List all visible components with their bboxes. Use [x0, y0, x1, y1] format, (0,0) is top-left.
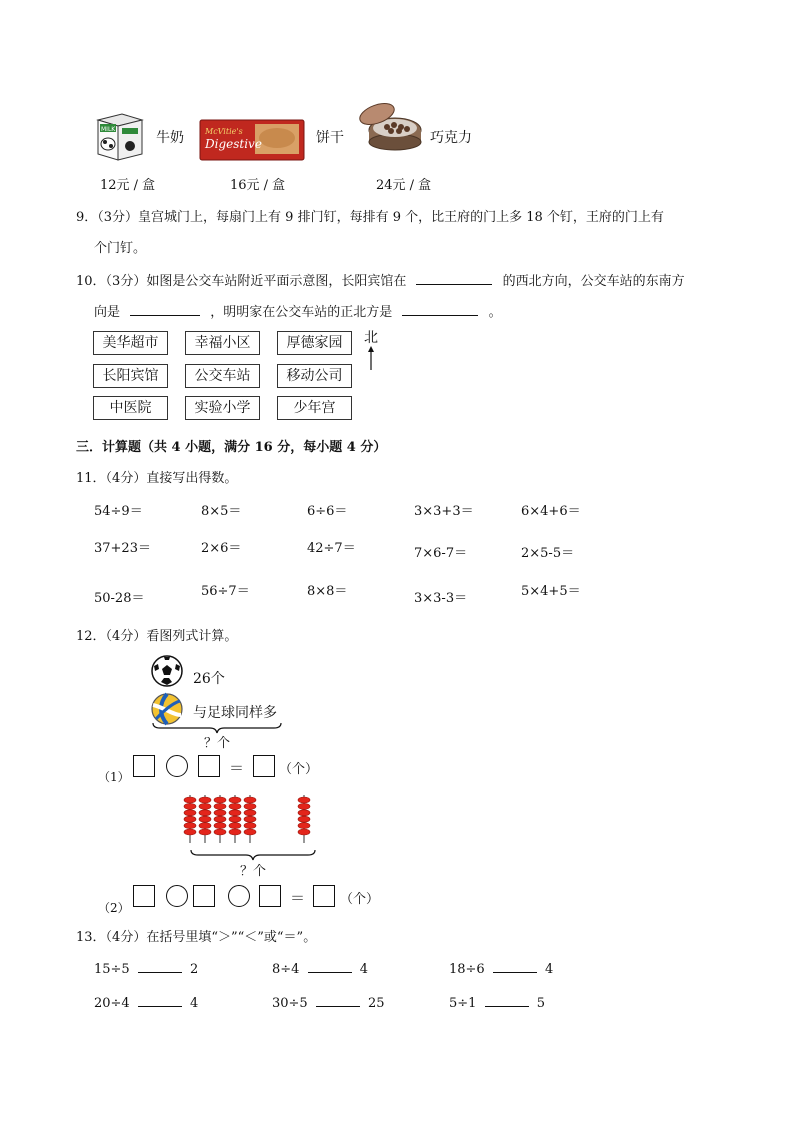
- q10-text-c: 向是: [94, 305, 121, 320]
- abacus-bead: [229, 816, 241, 822]
- abacus-bead: [199, 803, 211, 809]
- abacus-bead: [244, 797, 256, 803]
- product-price: 16元 / 盒: [230, 178, 286, 193]
- abacus-bead: [298, 823, 310, 829]
- abacus-bead: [244, 803, 256, 809]
- abacus-bead: [229, 803, 241, 809]
- map-cell: 移动公司: [277, 364, 352, 388]
- calc-item: 37+23＝: [94, 541, 151, 556]
- compare-item: 20÷4 4: [94, 996, 199, 1011]
- abacus-bead: [184, 823, 196, 829]
- abacus-bead: [244, 823, 256, 829]
- abacus-bead: [199, 829, 211, 835]
- abacus-bead: [244, 810, 256, 816]
- q10-line1: [76, 270, 685, 289]
- q10-line2: [94, 301, 502, 320]
- abacus-bead: [199, 816, 211, 822]
- answer-box[interactable]: [133, 885, 155, 907]
- soccer-count: 26个: [193, 671, 225, 687]
- abacus-bead: [244, 816, 256, 822]
- part-label: （1）: [98, 770, 130, 784]
- answer-blank[interactable]: [402, 303, 478, 316]
- q13-title: 13．（4分）在括号里填“＞”“＜”或“＝”。: [76, 930, 317, 945]
- answer-blank[interactable]: [130, 303, 200, 316]
- answer-blank[interactable]: [138, 994, 182, 1007]
- answer-box[interactable]: [198, 755, 220, 777]
- volleyball-icon: [151, 693, 183, 725]
- part-label: （2）: [98, 901, 130, 915]
- q9-line2: 个门钉。: [94, 241, 147, 256]
- calc-item: 6×4+6＝: [521, 504, 581, 519]
- calc-item: 54÷9＝: [94, 504, 143, 519]
- map-cell: 长阳宾馆: [93, 364, 168, 388]
- q10-text-d: ，明明家在公交车站的正北方是: [210, 305, 393, 320]
- compare-item: 18÷6 4: [449, 962, 554, 977]
- question-count: ？个: [204, 736, 231, 751]
- biscuit-box-icon: [199, 116, 307, 162]
- map-cell: 中医院: [93, 396, 168, 420]
- abacus-bead: [298, 816, 310, 822]
- abacus-bead: [229, 823, 241, 829]
- milk-carton-icon: [92, 108, 148, 162]
- abacus-bead: [184, 797, 196, 803]
- answer-box[interactable]: [253, 755, 275, 777]
- abacus-bead: [184, 810, 196, 816]
- section-heading: 三．计算题（共 4 小题，满分 16 分，每小题 4 分）: [76, 440, 387, 455]
- answer-box[interactable]: [133, 755, 155, 777]
- compare-item: 5÷1 5: [449, 996, 545, 1011]
- chocolate-box-icon: [355, 100, 423, 152]
- answer-blank[interactable]: [485, 994, 529, 1007]
- calc-item: 50-28＝: [94, 591, 145, 606]
- answer-box[interactable]: [259, 885, 281, 907]
- answer-blank[interactable]: [416, 272, 492, 285]
- answer-box[interactable]: [313, 885, 335, 907]
- volleyball-note: 与足球同样多: [193, 705, 277, 721]
- calc-item: 56÷7＝: [201, 584, 250, 599]
- abacus-bead: [214, 803, 226, 809]
- operator-circle[interactable]: [166, 885, 188, 907]
- q12-title: 12．（4分）看图列式计算。: [76, 629, 238, 644]
- calc-item: 7×6-7＝: [414, 546, 468, 561]
- abacus-bead: [214, 823, 226, 829]
- equals-sign: ＝: [229, 759, 245, 777]
- q10-text-b: 的西北方向，公交车站的东南方: [502, 274, 685, 289]
- abacus-bead: [199, 823, 211, 829]
- answer-box[interactable]: [193, 885, 215, 907]
- abacus-bead: [298, 810, 310, 816]
- abacus-bead: [184, 829, 196, 835]
- product-name: 饼干: [316, 130, 344, 146]
- q10-text-e: 。: [488, 305, 502, 320]
- abacus-bead: [229, 797, 241, 803]
- calc-item: 3×3-3＝: [414, 591, 468, 606]
- q9-line1: 9．（3分）皇宫城门上，每扇门上有 9 排门钉，每排有 9 个，比王府的门上多 18 个钉，王府的门上有: [76, 210, 664, 225]
- abacus-bead: [214, 797, 226, 803]
- svg-text:Digestive: Digestive: [205, 137, 262, 151]
- map-cell: 美华超市: [93, 331, 168, 355]
- svg-text:MILK: MILK: [101, 126, 116, 133]
- map-cell: 厚德家园: [277, 331, 352, 355]
- calc-item: 8×8＝: [307, 584, 348, 599]
- answer-blank[interactable]: [138, 960, 182, 973]
- answer-blank[interactable]: [308, 960, 352, 973]
- abacus-bead: [298, 829, 310, 835]
- calc-item: 5×4+5＝: [521, 584, 581, 599]
- question-count: ？个: [240, 864, 267, 879]
- abacus-bead: [214, 816, 226, 822]
- product-price: 24元 / 盒: [376, 178, 432, 193]
- map-cell: 幸福小区: [185, 331, 260, 355]
- abacus-bead: [184, 803, 196, 809]
- north-label: 北: [364, 330, 378, 346]
- map-cell: 实验小学: [185, 396, 260, 420]
- map-cell: 公交车站: [185, 364, 260, 388]
- abacus-bead: [214, 810, 226, 816]
- abacus-bead: [184, 816, 196, 822]
- north-arrow-icon: [366, 346, 376, 370]
- product-name: 巧克力: [430, 130, 472, 146]
- calc-item: 6÷6＝: [307, 504, 348, 519]
- operator-circle[interactable]: [166, 755, 188, 777]
- compare-item: 30÷5 25: [272, 996, 385, 1011]
- compare-item: 8÷4 4: [272, 962, 368, 977]
- answer-blank[interactable]: [493, 960, 537, 973]
- q10-text-a: 10．（3分）如图是公交车站附近平面示意图，长阳宾馆在: [76, 274, 407, 289]
- abacus-figure: [180, 795, 330, 847]
- abacus-bead: [244, 829, 256, 835]
- unit-label: （个）: [279, 762, 319, 777]
- product-price: 12元 / 盒: [100, 178, 156, 193]
- map-cell: 少年宫: [277, 396, 352, 420]
- calc-item: 42÷7＝: [307, 541, 356, 556]
- abacus-bead: [199, 810, 211, 816]
- unit-label: （个）: [340, 892, 380, 907]
- calc-item: 3×3+3＝: [414, 504, 474, 519]
- abacus-bead: [199, 797, 211, 803]
- calc-item: 8×5＝: [201, 504, 242, 519]
- abacus-bead: [229, 810, 241, 816]
- q11-title: 11．（4分）直接写出得数。: [76, 471, 238, 486]
- calc-item: 2×5-5＝: [521, 546, 575, 561]
- abacus-bead: [229, 829, 241, 835]
- answer-blank[interactable]: [316, 994, 360, 1007]
- calc-item: 2×6＝: [201, 541, 242, 556]
- operator-circle[interactable]: [228, 885, 250, 907]
- product-name: 牛奶: [156, 130, 184, 146]
- abacus-bead: [298, 797, 310, 803]
- svg-text:McVitie's: McVitie's: [205, 127, 243, 136]
- abacus-bead: [214, 829, 226, 835]
- soccer-ball-icon: [151, 655, 183, 687]
- equals-sign: ＝: [290, 889, 306, 907]
- compare-item: 15÷5 2: [94, 962, 199, 977]
- abacus-bead: [298, 803, 310, 809]
